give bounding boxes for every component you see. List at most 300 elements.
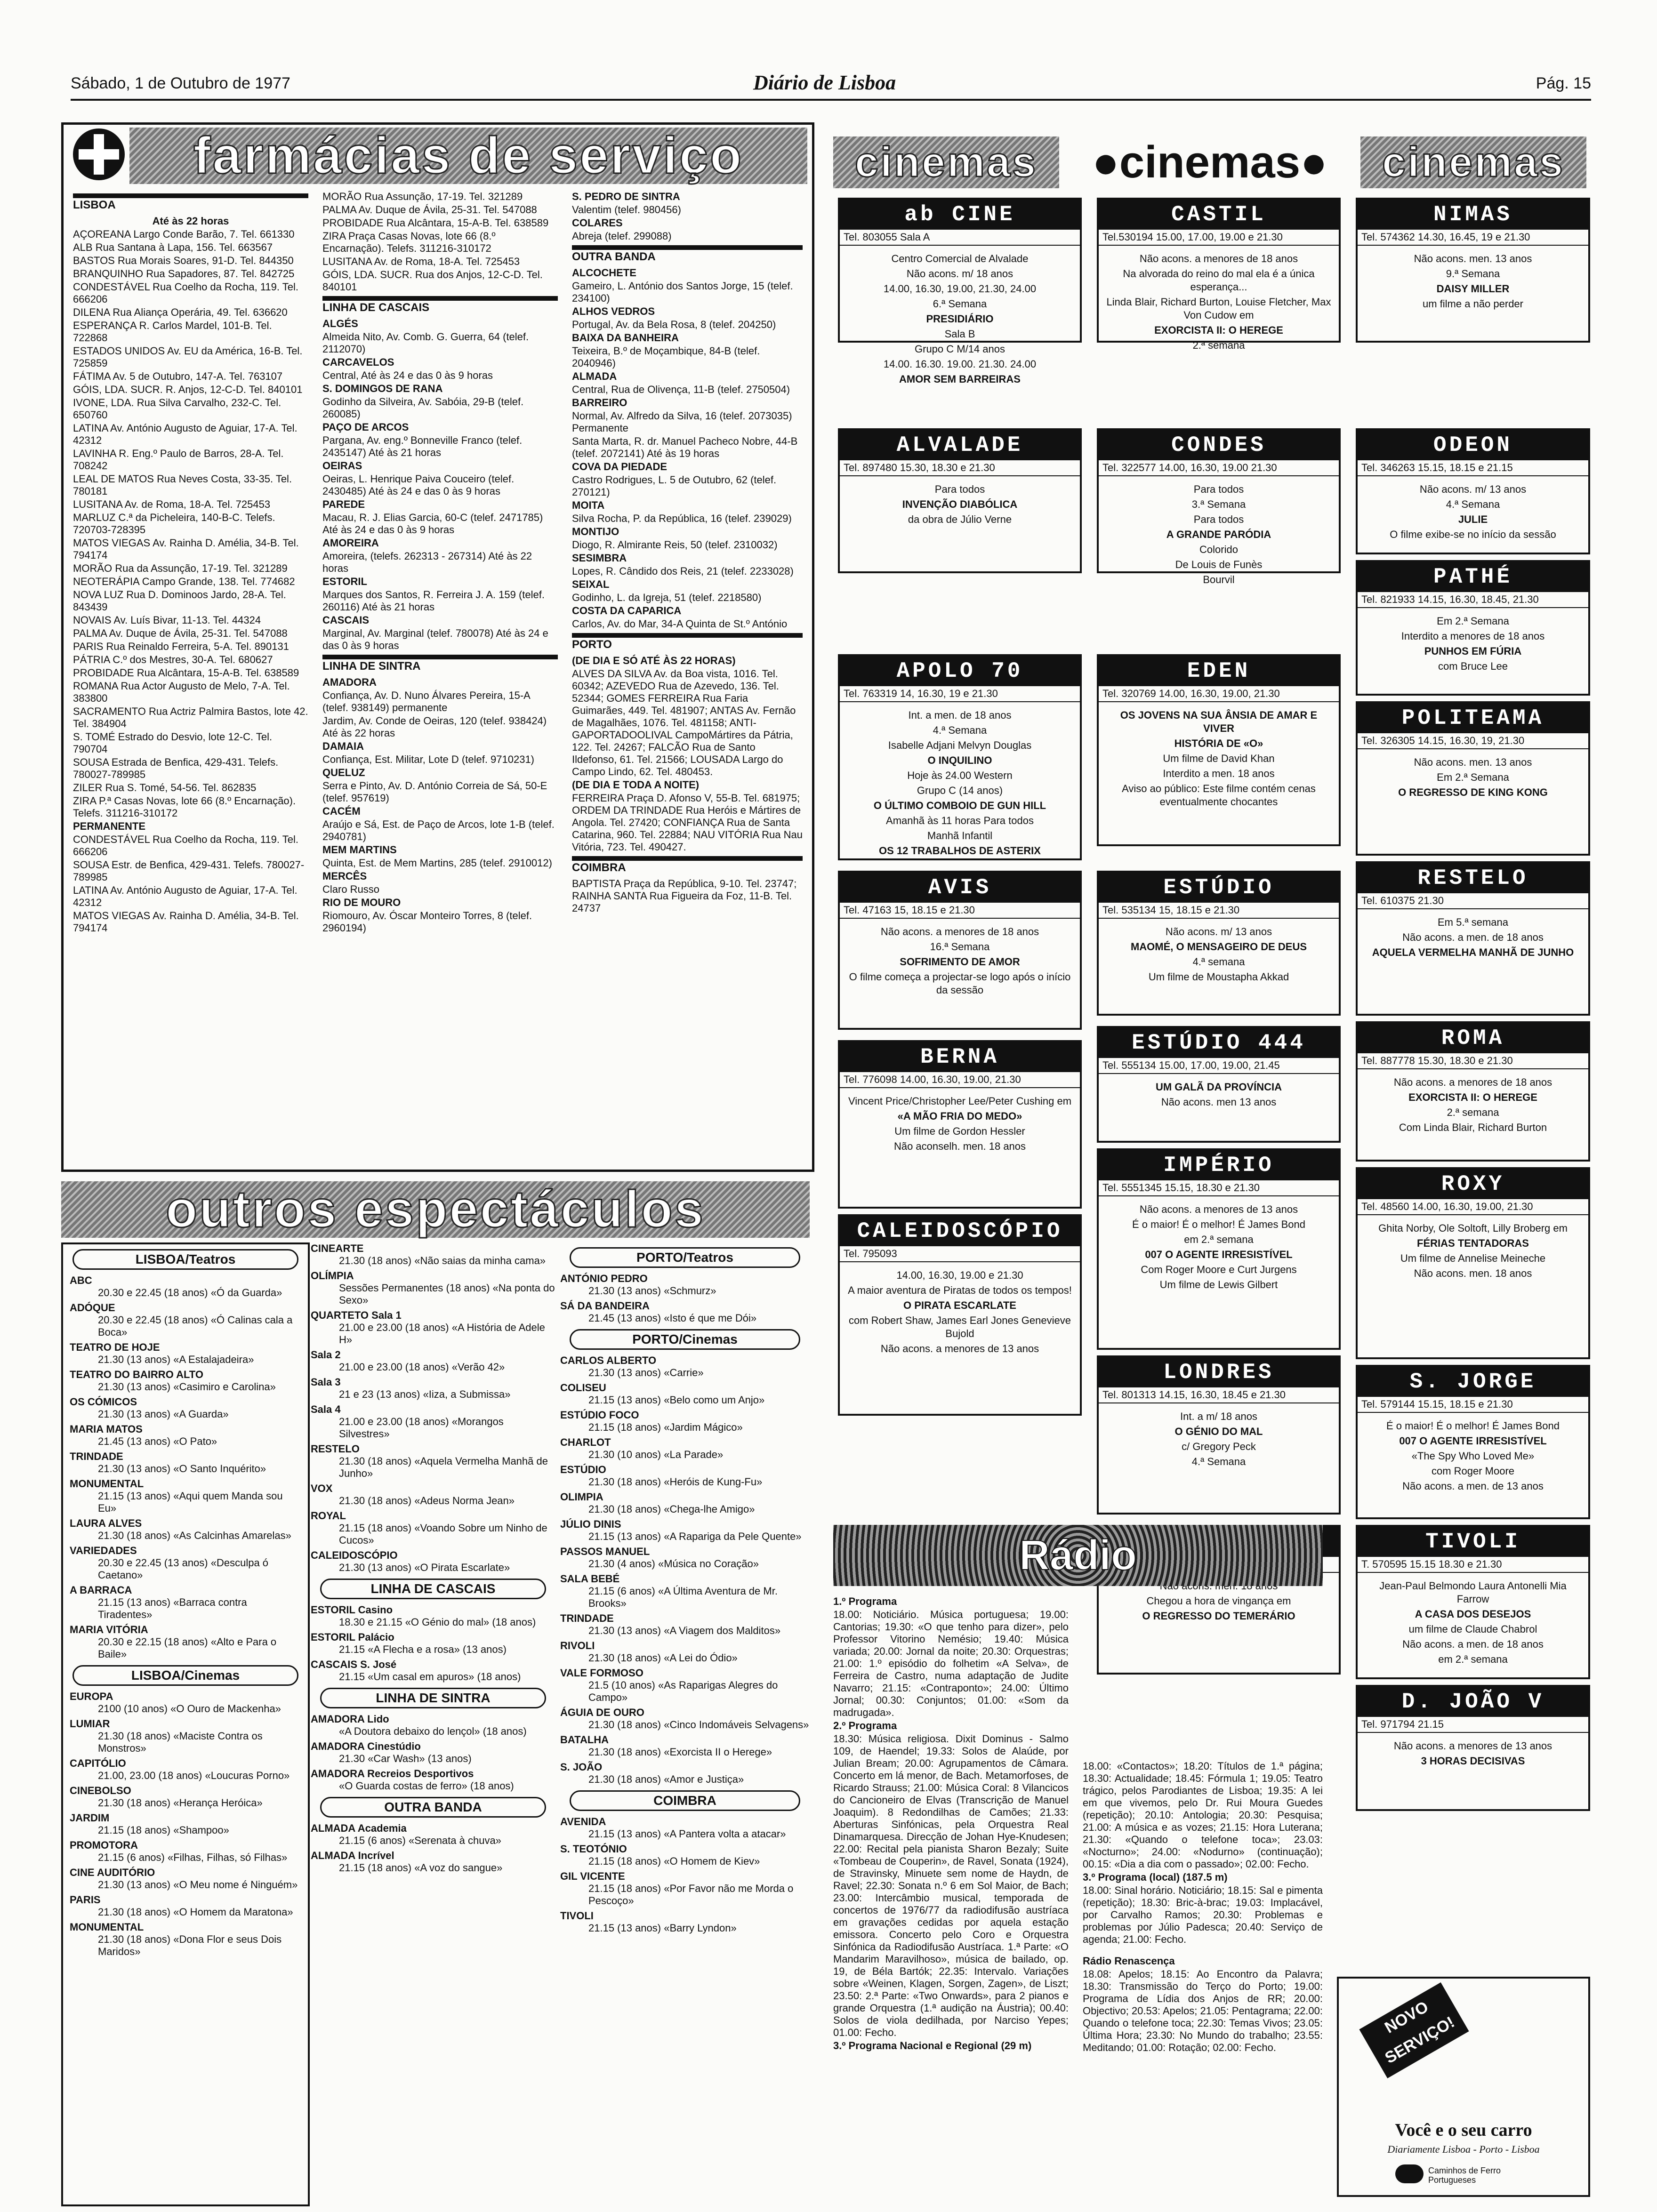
radio-p3l-title: 3.º Programa (local) (187.5 m) — [1083, 1871, 1228, 1883]
cinema-info-line: 6.ª Semana — [933, 298, 987, 310]
pharmacy-entry: Castro Rodrigues, L. 5 de Outubro, 62 (telef. 270121) — [572, 474, 777, 498]
show-details: 21.15 (13 anos) «A Pantera volta a atacar» — [588, 1828, 786, 1840]
cinema-info-line: 4.ª semana — [1192, 956, 1245, 968]
show-entry — [560, 1518, 810, 1543]
venue-name: CASCAIS S. José — [311, 1659, 397, 1670]
show-details: 20.30 e 22.45 (13 anos) «Desculpa ó Caetano» — [98, 1557, 269, 1581]
show-entry — [70, 1545, 301, 1581]
venue-name: CAPITÓLIO — [70, 1757, 126, 1769]
pharmacy-entry: PROBIDADE Rua Alcântara, 15-A-B. Tel. 638589 — [73, 667, 299, 679]
cinema-info-line: Centro Comercial de Alvalade — [891, 253, 1029, 264]
pharmacy-entry: ZIRA P.ª Casas Novas, lote 66 (8.º Encarnação). Telefs. 311216-310172 — [73, 795, 296, 819]
show-entry — [70, 1478, 301, 1515]
show-details: 21.30 (18 anos) «O Homem da Maratona» — [98, 1906, 293, 1918]
pharmacy-entry: PERMANENTE — [73, 820, 146, 832]
pharmacy-entry: Godinho da Silveira, Av. Sabóia, 29-B (telef. 260085) — [322, 396, 524, 420]
show-details: 2100 (10 anos) «O Ouro de Mackenha» — [98, 1703, 281, 1715]
pharmacy-entry: LUSITANA Av. de Roma, 18-A. Tel. 725453 — [322, 256, 520, 267]
show-entry — [560, 1612, 810, 1637]
pharmacy-entry: QUELUZ — [322, 767, 365, 778]
outros-banner: outros espectáculos — [61, 1181, 810, 1238]
venue-name: CINEBOLSO — [70, 1785, 131, 1796]
pharmacy-entry: LEAL DE MATOS Rua Neves Costa, 33-35. Tel. 780181 — [73, 473, 292, 497]
pharmacy-entry: S. TOMÉ Estrado do Desvio, lote 12-C. Tel. 790704 — [73, 731, 273, 755]
cinema-info-line: c/ Gregory Peck — [1182, 1441, 1256, 1452]
cinema-listing — [838, 871, 1082, 1030]
cinema-name: LONDRES — [1099, 1357, 1339, 1387]
cinema-name: AVIS — [840, 873, 1080, 903]
farmacias-col-1 — [73, 191, 308, 1165]
pharmacy-entry: Normal, Av. Alfredo da Silva, 16 (telef. 2073035) Permanente — [572, 410, 792, 434]
cinema-info-line: 2.ª semana — [1192, 339, 1245, 351]
cinema-listing — [1356, 1021, 1590, 1162]
show-details: «O Guarda costas de ferro» (18 anos) — [339, 1780, 514, 1792]
cinema-listing — [1097, 428, 1341, 585]
pharmacy-entry: AÇOREANA Largo Conde Barão, 7. Tel. 661330 — [73, 228, 295, 240]
outra-banda-label: OUTRA BANDA — [320, 1797, 546, 1818]
venue-name: PARIS — [70, 1894, 101, 1906]
cinema-info-line: Jean-Paul Belmondo Laura Antonelli Mia Farrow — [1379, 1580, 1567, 1605]
cinema-info-line: OS 12 TRABALHOS DE ASTERIX — [879, 845, 1041, 857]
pharmacy-entry: AMOREIRA — [322, 537, 379, 549]
show-entry — [70, 1718, 301, 1755]
cinema-listing — [1097, 871, 1341, 1016]
cinema-info-line: «A MÃO FRIA DO MEDO» — [897, 1110, 1022, 1122]
cascais-heading: LINHA DE CASCAIS — [322, 296, 558, 315]
cinema-info-line: Vincent Price/Christopher Lee/Peter Cushing em — [848, 1095, 1072, 1107]
pharmacy-entry: SOUSA Estr. de Benfica, 429-431. Telefs. 780027-789985 — [73, 859, 305, 883]
show-entry — [560, 1573, 810, 1610]
show-details: 21.15 (6 anos) «A Última Aventura de Mr. Brooks» — [588, 1585, 778, 1609]
show-details: 21.15 (18 anos) «Shampoo» — [98, 1824, 229, 1836]
show-entry — [311, 1443, 555, 1480]
cinema-name: EDEN — [1099, 656, 1339, 686]
cinema-info-line: Não acons. a menores de 18 anos — [1393, 1076, 1552, 1088]
show-details: 20.30 e 22.45 (18 anos) «Ó Calinas cala a Boca» — [98, 1314, 293, 1338]
show-details: 21.45 (13 anos) «Isto é que me Dói» — [588, 1312, 757, 1324]
show-details: 21.30 (13 anos) «O Meu nome é Ninguém» — [98, 1879, 298, 1891]
show-details: 21.30 (13 anos) «O Santo Inquérito» — [98, 1463, 266, 1475]
pharmacy-entry: SOUSA Estrada de Benfica, 429-431. Telefs. 780027-789985 — [73, 756, 279, 780]
show-details: 21.15 (13 anos) «Aqui quem Manda sou Eu» — [98, 1490, 283, 1514]
cinema-info-line: A CASA DOS DESEJOS — [1415, 1608, 1531, 1620]
cinema-listing — [838, 198, 1082, 385]
cinema-info-line: Não acons. a menores de 13 anos — [1139, 1203, 1298, 1215]
lisboa-list-2 — [322, 191, 558, 293]
venue-name: CALEIDOSCÓPIO — [311, 1549, 398, 1561]
venue-name: VOX — [311, 1483, 333, 1494]
show-entry — [70, 1302, 301, 1338]
venue-name: VALE FORMOSO — [560, 1667, 643, 1679]
cinema-info-line: Para todos — [1193, 513, 1244, 525]
show-entry — [560, 1870, 810, 1907]
cinema-info-line: A maior aventura de Piratas de todos os tempos! — [848, 1284, 1072, 1296]
pharmacy-entry: Teixeira, B.º de Moçambique, 84-B (telef. 2040946) — [572, 345, 760, 369]
venue-name: AVENIDA — [560, 1816, 606, 1827]
venue-name: TRINDADE — [560, 1612, 614, 1624]
cinema-info-line: O filme exibe-se no início da sessão — [1390, 529, 1556, 540]
cinema-info-line: DAISY MILLER — [1436, 283, 1510, 295]
cinema-times: Tel. 574362 14.30, 16.45, 19 e 21.30 — [1358, 230, 1588, 246]
cp-advertisement — [1337, 1977, 1590, 2197]
lisboa-cinemas-label: LISBOA/Cinemas — [72, 1665, 298, 1686]
cinema-info-line: Um filme de David Khan — [1163, 753, 1275, 764]
show-entry — [311, 1483, 555, 1507]
cinema-info-line: 3 HORAS DECISIVAS — [1421, 1755, 1525, 1767]
cinema-info-line: da obra de Júlio Verne — [908, 513, 1012, 525]
cinema-listing — [1356, 1365, 1590, 1519]
show-details: 21.30 (13 anos) «A Estalajadeira» — [98, 1354, 254, 1365]
pharmacy-entry: Santa Marta, R. dr. Manuel Pacheco Nobre, 44-B (telef. 2072141) Até às 19 horas — [572, 435, 798, 459]
pharmacy-entry: ZIRA Praça Casas Novas, lote 66 (8.º Encarnação). Telefs. 311216-310172 — [322, 230, 496, 254]
venue-name: Sala 3 — [311, 1376, 341, 1388]
show-entry — [311, 1850, 555, 1874]
venue-name: BATALHA — [560, 1734, 609, 1746]
show-entry — [311, 1768, 555, 1792]
cinema-times: Tel. 346263 15.15, 18.15 e 21.15 — [1358, 460, 1588, 476]
cinema-listing — [1097, 1355, 1341, 1515]
cinema-info-line: Grupo C M/14 anos — [915, 343, 1005, 355]
cinema-info-line: PRESIDIÁRIO — [926, 313, 994, 325]
cinema-info-line: INVENÇÃO DIABÓLICA — [902, 498, 1018, 510]
venue-name: COLISEU — [560, 1382, 606, 1394]
cinema-times: Tel. 795093 — [840, 1246, 1080, 1262]
show-details: 21.30 (18 anos) «Cinco Indomáveis Selvagens» — [588, 1719, 809, 1731]
cinema-info-line: OS JOVENS NA SUA ÂNSIA DE AMAR E VIVER — [1120, 709, 1318, 734]
page-header — [71, 71, 1591, 101]
pharmacy-entry: MORÃO Rua da Assunção, 17-19. Tel. 321289 — [73, 562, 288, 574]
pharmacy-entry: ALMADA — [572, 370, 617, 382]
pharmacy-entry: BARREIRO — [572, 397, 627, 409]
cinema-times: Tel. 763319 14, 16.30, 19 e 21.30 — [840, 686, 1080, 702]
cinema-info-line: Para todos — [934, 483, 985, 495]
cinema-times: Tel. 320769 14.00, 16.30, 19.00, 21.30 — [1099, 686, 1339, 702]
cinema-info-line: 4.ª Semana — [1446, 498, 1500, 510]
cinema-name: IMPÉRIO — [1099, 1150, 1339, 1180]
cinema-name: CONDES — [1099, 430, 1339, 460]
cinema-info-line: Não acons. men. 13 anos — [1414, 756, 1532, 768]
radio-rr: 18.08: Apelos; 18.15: Ao Encontro da Palavra; 18.30: Transmissão do Terço do Porto; 19.00: Programa de Lídia dos Anjos de RR; 20.00: Objectivo; 20.53: Apelos; 21.05: Pentagrama; 22.00: Quando o telefone toca; 22.30: Temas Vivos; 23.05: Última Hora; 23.30: No Mundo do trabalho; 23.55: Meditando; 01.00: Rotação; 02.00: Fecho. — [1083, 1968, 1323, 2053]
coimbra-text: BAPTISTA Praça da República, 9-10. Tel. 23747; RAINHA SANTA Rua Figueira da Foz, 11-B. Tel. 24737 — [572, 878, 797, 914]
show-entry — [560, 1354, 810, 1379]
pharmacy-entry: LATINA Av. António Augusto de Aguiar, 17-A. Tel. 42312 — [73, 884, 298, 908]
radio-p1: 18.00: Noticiário. Música portuguesa; 19.00: Cantorias; 19.30: «O que tenho para dizer», pelo Professor Vitorino Nemésio; 19.40: Música variada; 20.00: Jornal da noite; 20.30: Orquestras; 21.00: 1.º episódio do folhetim «A Selva», de Ferreira de Castro, numa adaptação de Judite Navarro; 21.15: «Contraponto»; 24.00: Último Jornal; 00.30: Conjuntos; 01.00: «Som da madrugada». — [833, 1609, 1069, 1718]
cinema-listing — [1097, 654, 1341, 846]
show-details: 21 e 23 (13 anos) «Iiza, a Submissa» — [339, 1388, 511, 1400]
cinema-listing — [1097, 1148, 1341, 1350]
cinema-info-line: em 2.ª semana — [1184, 1234, 1254, 1245]
linha-sintra-label: LINHA DE SINTRA — [320, 1688, 546, 1708]
cinema-info-line: Colorido — [1199, 544, 1238, 555]
cinema-info-line: 2.ª semana — [1447, 1106, 1499, 1118]
pharmacy-entry: PROBIDADE Rua Alcântara, 15-A-B. Tel. 638589 — [322, 217, 549, 229]
porto-teatros-label: PORTO/Teatros — [570, 1247, 800, 1268]
venue-name: JÚLIO DINIS — [560, 1518, 621, 1530]
cinema-name: APOLO 70 — [840, 656, 1080, 686]
porto-heading: PORTO — [572, 633, 803, 652]
pharmacy-entry: SESIMBRA — [572, 552, 627, 564]
venue-name: CINEARTE — [311, 1242, 364, 1254]
cinema-info-line: Bourvil — [1203, 574, 1235, 585]
show-details: 21.15 «A Flecha e a rosa» (13 anos) — [339, 1643, 507, 1655]
venue-name: Sala 4 — [311, 1403, 341, 1415]
cinema-name: ALVALADE — [840, 430, 1080, 460]
show-details: 20.30 e 22.15 (18 anos) «Alto e Para o Baile» — [98, 1636, 277, 1660]
ad-brand: Caminhos de Ferro Portugueses — [1428, 2166, 1501, 2185]
radio-p3l: 18.00: Sinal horário. Noticiário; 18.15: Sal e pimenta (repetição); 18.30: Bric-à-brac; 19.03: Implacável, por Carvalho Ramos; 20.30: Problemas e problemas por Júlio Padesca; 20.40: Serviço de agenda; 21.00: Fecho. — [1083, 1884, 1323, 1945]
cinema-info-line: 16.ª Semana — [930, 941, 990, 953]
cinemas-banner-right: cinemas — [1360, 136, 1586, 188]
cinema-listing — [1356, 198, 1590, 343]
show-details: 21.00, 23.00 (18 anos) «Loucuras Porno» — [98, 1770, 290, 1781]
outros-col-3 — [560, 1242, 810, 2203]
show-details: 21.30 (13 anos) «O Pirata Escarlate» — [339, 1562, 510, 1573]
cinema-info-line: um filme a não perder — [1423, 298, 1523, 310]
show-entry — [70, 1812, 301, 1836]
show-entry — [560, 1546, 810, 1570]
novo-servico-stamp: NOVO SERVIÇO! — [1359, 1982, 1469, 2078]
pharmacy-entry: MORÃO Rua Assunção, 17-19. Tel. 321289 — [322, 191, 523, 202]
cinema-listing — [838, 654, 1082, 860]
pharmacy-entry: Serra e Pinto, Av. D. António Correia de Sá, 50-E (telef. 957619) — [322, 780, 547, 804]
cinema-times: Tel. 801313 14.15, 16.30, 18.45 e 21.30 — [1099, 1387, 1339, 1403]
pharmacy-entry: MEM MARTINS — [322, 844, 397, 856]
cinema-info-line: Grupo C (14 anos) — [917, 785, 1003, 796]
cinema-info-line: PUNHOS EM FÚRIA — [1424, 645, 1522, 657]
cinema-info-line: AMOR SEM BARREIRAS — [899, 373, 1021, 385]
pharmacy-entry: S. DOMINGOS DE RANA — [322, 383, 443, 394]
pharmacy-entry: CASCAIS — [322, 614, 370, 626]
cinema-info-line: Um filme de Lewis Gilbert — [1159, 1279, 1278, 1290]
venue-name: SALA BEBÉ — [560, 1573, 620, 1585]
cinema-info-line: Em 2.ª Semana — [1437, 771, 1509, 783]
lisboa-heading: LISBOA — [73, 193, 308, 212]
show-details: 21.15 (6 anos) «Filhas, Filhas, só Filhas» — [98, 1851, 288, 1863]
cinema-info-line: 4.ª Semana — [1191, 1456, 1246, 1467]
sintra-list — [322, 676, 558, 934]
show-details: 21.15 (13 anos) «A Rapariga da Pele Quente» — [588, 1531, 802, 1542]
cinema-info-line: MAOMÉ, O MENSAGEIRO DE DEUS — [1130, 941, 1307, 953]
show-details: 21.30 (4 anos) «Música no Coração» — [588, 1558, 759, 1570]
pharmacy-entry: GÓIS, LDA. SUCR. R. Anjos, 12-C-D. Tel. 840101 — [73, 384, 303, 395]
show-entry — [311, 1309, 555, 1346]
venue-name: EUROPA — [70, 1691, 113, 1702]
porto-text-1: ALVES DA SILVA Av. da Boa vista, 1016. Tel. 60342; AZEVEDO Rua de Azevedo, 136. Tel. 52344; GOMES FERREIRA Rua Faria Guimarães, 449. Tel. 481907; ANTAS Av. Fernão de Magalhães, 1076. Tel. 481158; ANTI-GAPORTADOOLIVAL CampoMártires da Pátria, 122. Tel. 24267; FALCÃO Rua de Santo Ildefonso, 61. Tel. 21566; LOUSADA Largo do Campo Lindo, 62. Tel. 480453. — [572, 668, 796, 777]
show-details: 21.30 (18 anos) «Chega-lhe Amigo» — [588, 1503, 755, 1515]
cinema-info-line: Na alvorada do reino do mal ela é a única esperança... — [1123, 268, 1315, 293]
show-details: 21.15 (18 anos) «Voando Sobre um Ninho de Cucos» — [339, 1522, 547, 1546]
farmacias-banner: farmácias de serviço — [129, 128, 807, 184]
outros-col-2 — [311, 1242, 555, 2203]
cinema-listing — [838, 428, 1082, 573]
pharmacy-entry: ESPERANÇA R. Carlos Mardel, 101-B. Tel. 722868 — [73, 320, 272, 344]
show-entry — [70, 1369, 301, 1393]
venue-name: TEATRO DO BAIRRO ALTO — [70, 1369, 203, 1380]
linha-sintra-list — [311, 1713, 555, 1792]
pharmacy-entry: S. PEDRO DE SINTRA — [572, 191, 680, 202]
cinema-name: NIMAS — [1358, 200, 1588, 230]
show-details: 21.15 (13 anos) «Belo como um Anjo» — [588, 1394, 765, 1406]
pharmacy-entry: LAVINHA R. Eng.º Paulo de Barros, 28-A. Tel. 708242 — [73, 448, 284, 472]
pharmacy-entry: Godinho, L. da Igreja, 51 (telef. 2218580) — [572, 592, 762, 603]
cinema-info-line: Sala B — [944, 328, 975, 340]
cinema-info-line: Chegou a hora de vingança em — [1146, 1595, 1291, 1607]
show-details: 21.00 e 23.00 (18 anos) «Verão 42» — [339, 1361, 505, 1373]
show-details: 21.15 (18 anos) «Jardim Mágico» — [588, 1421, 743, 1433]
cinema-info-line: O GÉNIO DO MAL — [1174, 1426, 1263, 1437]
show-details: 21.15 (6 anos) «Serenata à chuva» — [339, 1835, 501, 1846]
show-details: 21.30 (18 anos) «Dona Flor e seus Dois Maridos» — [98, 1933, 282, 1957]
venue-name: AMADORA Cinestúdio — [311, 1740, 421, 1752]
show-details: Sessões Permanentes (18 anos) «Na ponta do Sexo» — [339, 1282, 555, 1306]
cinema-info-line: Aviso ao público: Este filme contém cenas eventualmente chocantes — [1122, 783, 1316, 808]
pharmacy-entry: Gameiro, L. António dos Santos Jorge, 15 (telef. 234100) — [572, 280, 793, 304]
show-details: 21.15 (18 anos) «Por Favor não me Morda o Pescoço» — [588, 1883, 794, 1907]
pharmacy-entry: Jardim, Av. Conde de Oeiras, 120 (telef. 938424) Até às 22 horas — [322, 715, 547, 739]
cinema-info-line: Manhã Infantil — [927, 830, 993, 842]
show-details: «A Doutora debaixo do lençol» (18 anos) — [339, 1725, 527, 1737]
cinema-times: Tel. 5551345 15.15, 18.30 e 21.30 — [1099, 1180, 1339, 1196]
farmacias-section — [61, 122, 814, 1172]
cinema-info-line: Linda Blair, Richard Burton, Louise Fletcher, Max Von Cudow em — [1106, 296, 1331, 321]
pharmacy-entry: BASTOS Rua Morais Soares, 91-D. Tel. 844350 — [73, 255, 294, 266]
pharmacy-entry: Araújo e Sá, Est. de Paço de Arcos, lote 1-B (telef. 2940781) — [322, 818, 555, 842]
newspaper-title: Diário de Lisboa — [753, 71, 896, 94]
cinema-times: Tel. 897480 15.30, 18.30 e 21.30 — [840, 460, 1080, 476]
cinema-info-line: 007 O AGENTE IRRESISTÍVEL — [1145, 1249, 1293, 1260]
venue-name: TIVOLI — [560, 1910, 594, 1922]
radio-p1-title: 1.º Programa — [833, 1595, 897, 1607]
show-entry — [560, 1491, 810, 1515]
pharmacy-entry: FÁTIMA Av. 5 de Outubro, 147-A. Tel. 763107 — [73, 370, 283, 382]
pharmacy-entry: Marginal, Av. Marginal (telef. 780078) Até às 24 e das 0 às 9 horas — [322, 627, 548, 651]
cinema-times: Tel. 48560 14.00, 16.30, 19.00, 21.30 — [1358, 1199, 1588, 1215]
cinema-info-line: Não acons. a men. de 13 anos — [1402, 1480, 1544, 1492]
venue-name: RESTELO — [311, 1443, 360, 1455]
show-details: 21.00 e 23.00 (18 anos) «A História de Adele H» — [339, 1322, 545, 1346]
cinema-info-line: «The Spy Who Loved Me» — [1411, 1450, 1535, 1462]
pharmacy-entry: Confiança, Av. D. Nuno Álvares Pereira, 15-A (telef. 938149) permanente — [322, 689, 530, 713]
cinema-name: ODEON — [1358, 430, 1588, 460]
venue-name: RIVOLI — [560, 1640, 595, 1651]
cinema-times: Tel. 776098 14.00, 16.30, 19.00, 21.30 — [840, 1072, 1080, 1088]
show-details: 21.30 (13 anos) «Schmurz» — [588, 1285, 716, 1297]
cinema-name: CASTIL — [1099, 200, 1339, 230]
venue-name: ESTORIL Casino — [311, 1604, 393, 1616]
cinema-listing — [838, 1214, 1082, 1416]
cinema-listing — [1356, 1525, 1590, 1679]
pharmacy-entry: Silva Rocha, P. da República, 16 (telef. 239029) — [572, 513, 792, 524]
radio-p3-title: 3.º Programa Nacional e Regional (29 m) — [833, 2040, 1032, 2052]
pharmacy-entry: COVA DA PIEDADE — [572, 461, 668, 473]
cinema-info-line: um filme de Claude Chabrol — [1408, 1623, 1537, 1635]
cinema-name: ESTÚDIO — [1099, 873, 1339, 903]
venue-name: PROMOTORA — [70, 1839, 138, 1851]
cinema-info-line: EXORCISTA II: O HEREGE — [1154, 324, 1283, 336]
show-entry — [560, 1300, 810, 1324]
pharmacy-entry: Riomouro, Av. Óscar Monteiro Torres, 8 (telef. 2960194) — [322, 910, 532, 934]
cinema-info-line: Interdito a men. 18 anos — [1163, 768, 1275, 779]
outra-banda-list — [572, 267, 803, 630]
pharmacy-entry: MOITA — [572, 499, 605, 511]
cinema-info-line: 007 O AGENTE IRRESISTÍVEL — [1399, 1435, 1547, 1447]
pharmacy-entry: BRANQUINHO Rua Sapadores, 87. Tel. 842725 — [73, 268, 295, 280]
pharmacy-entry: NEOTERÁPIA Campo Grande, 138. Tel. 774682 — [73, 576, 295, 587]
coimbra-list — [560, 1816, 810, 1934]
cinema-info-line: Não acons. men. 13 anos — [1414, 253, 1532, 264]
cinema-info-line: 14.00, 16.30, 19.00, 21.30, 24.00 — [883, 283, 1037, 295]
show-entry — [311, 1740, 555, 1765]
cp-logo-icon — [1395, 2164, 1424, 2183]
show-entry — [70, 1341, 301, 1366]
venue-name: JARDIM — [70, 1812, 110, 1824]
pharmacy-entry: COLARES — [572, 217, 623, 229]
pharmacy-entry: NOVA LUZ Rua D. Dominoos Jardo, 28-A. Tel. 843439 — [73, 589, 286, 613]
pharmacy-entry: CACÉM — [322, 805, 361, 817]
pharmacy-entry: Abreja (telef. 299088) — [572, 230, 672, 242]
cinema-times: Tel. 579144 15.15, 18.15 e 21.30 — [1358, 1397, 1588, 1413]
pharmacy-entry: PAÇO DE ARCOS — [322, 421, 409, 433]
cinema-info-line: Não acons. a men. de 18 anos — [1402, 931, 1544, 943]
show-entry — [311, 1713, 555, 1738]
pharmacy-entry: OEIRAS — [322, 460, 362, 472]
cinema-name: ab CINE — [840, 200, 1080, 230]
farmacias-col-3 — [572, 191, 803, 1165]
cinema-info-line: HISTÓRIA DE «O» — [1174, 737, 1263, 749]
cinema-info-line: A GRANDE PARÓDIA — [1166, 529, 1271, 540]
pharmacy-entry: MATOS VIEGAS Av. Rainha D. Amélia, 34-B. Tel. 794174 — [73, 910, 299, 934]
pharmacy-entry: ESTADOS UNIDOS Av. EU da América, 16-B. Tel. 725859 — [73, 345, 303, 369]
pharmacy-entry: PÁTRIA C.º dos Mestres, 30-A. Tel. 680627 — [73, 654, 273, 665]
show-entry — [70, 1274, 301, 1299]
show-entry — [311, 1349, 555, 1373]
radio-p2-title: 2.º Programa — [833, 1720, 897, 1731]
show-entry — [70, 1921, 301, 1958]
pharmacy-entry: MATOS VIEGAS Av. Rainha D. Amélia, 34-B. Tel. 794174 — [73, 537, 299, 561]
show-entry — [311, 1549, 555, 1574]
show-details: 21.30 (13 anos) «A Viagem dos Malditos» — [588, 1625, 781, 1636]
cinema-times: Tel. 326305 14.15, 16.30, 19, 21.30 — [1358, 733, 1588, 749]
cross-icon — [73, 128, 125, 180]
pharmacy-entry: CARCAVELOS — [322, 356, 394, 368]
lisboa-cinemas-list-2 — [311, 1242, 555, 1574]
pharmacy-entry: GÓIS, LDA. SUCR. Rua dos Anjos, 12-C-D. Tel. 840101 — [322, 269, 543, 293]
cinema-info-line: Não acons. men. 18 anos — [1414, 1267, 1532, 1279]
venue-name: OS CÓMICOS — [70, 1396, 137, 1408]
cinema-name: PATHÉ — [1358, 562, 1588, 592]
cinema-listing — [1097, 1026, 1341, 1143]
pharmacy-entry: ROMANA Rua Actor Augusto de Melo, 7-A. Tel. 383800 — [73, 680, 290, 704]
venue-name: OLIMPIA — [560, 1491, 603, 1503]
venue-name: QUARTETO Sala 1 — [311, 1309, 402, 1321]
cinema-info-line: O REGRESSO DO TEMERÁRIO — [1142, 1610, 1295, 1622]
cinema-info-line: Não acons. a menores de 13 anos — [880, 1343, 1039, 1354]
show-entry — [70, 1423, 301, 1448]
pharmacy-entry: COSTA DA CAPARICA — [572, 605, 682, 617]
show-entry — [70, 1451, 301, 1475]
radio-p2: 18.30: Música religiosa. Dixit Dominus - Salmo 109, de Haendel; 19.33: Solos de Alaúde, por Julian Bream; 20.00: Agrupamentos de Câmara. Concerto em lá menor, de Bach. Metamorfoses, de Ricardo Strauss; 21.00: Música Coral: 8 Vilancicos do Cancioneiro de Elvas (Transcrição de Manuel Joaquim). 8 Redondilhas de Camões; 21.33: Aberturas Sinfónicas, pela Orquestra Real Dinamarquesa. Direcção de Johan Hye-Knudesen; 22.00: Recital pela pianista Sharon Bezaly; Suite «Tombeau de Couperin», de Ravel, Sonata (1924), de Stravinsky, Minuete sem nome de Haydn, de Ravel; 22.30: Sonata n.º 6 em Sol Maior, de Bach; 23.00: Intercâmbio musical, temporada de concertos de 1976/77 da radiodifusão austríaca em gravações cedidas por aquela estação emissora. Concerto pelo Coro e Orquestra Sinfónica da Radiodifusão Austríaca. 1.ª Parte: «O Mandarim Maravilhoso», música de bailado, op. 19, de Béla Bartók; 22.35: Intervalo. Variações sobre «Weinen, Klagen, Sorgen, Zagen», de Liszt; 23.50: 2.ª Parte: «Two Onwards», para 2 pianos e grande Orquestra (1.ª audição na Áustria); 00.40: Solos de viola dedilhada, por Narciso Yepes; 01.00: Fecho. — [833, 1733, 1069, 2038]
cinema-info-line: É o maior! É o melhor! É James Bond — [1132, 1218, 1306, 1230]
venue-name: CINE AUDITÓRIO — [70, 1867, 155, 1878]
venue-name: ÁGUIA DE OURO — [560, 1707, 644, 1718]
pharmacy-entry: MONTIJO — [572, 526, 619, 537]
cinema-name: RESTELO — [1358, 863, 1588, 893]
cinema-info-line: O PIRATA ESCARLATE — [903, 1299, 1016, 1311]
venue-name: LUMIAR — [70, 1718, 110, 1730]
show-details: 21.15 (18 anos) «A voz do sangue» — [339, 1862, 503, 1874]
cinema-info-line: O filme começa a projectar-se logo após o início da sessão — [849, 971, 1071, 996]
pharmacy-entry: Quinta, Est. de Mem Martins, 285 (telef. 2910012) — [322, 857, 552, 869]
